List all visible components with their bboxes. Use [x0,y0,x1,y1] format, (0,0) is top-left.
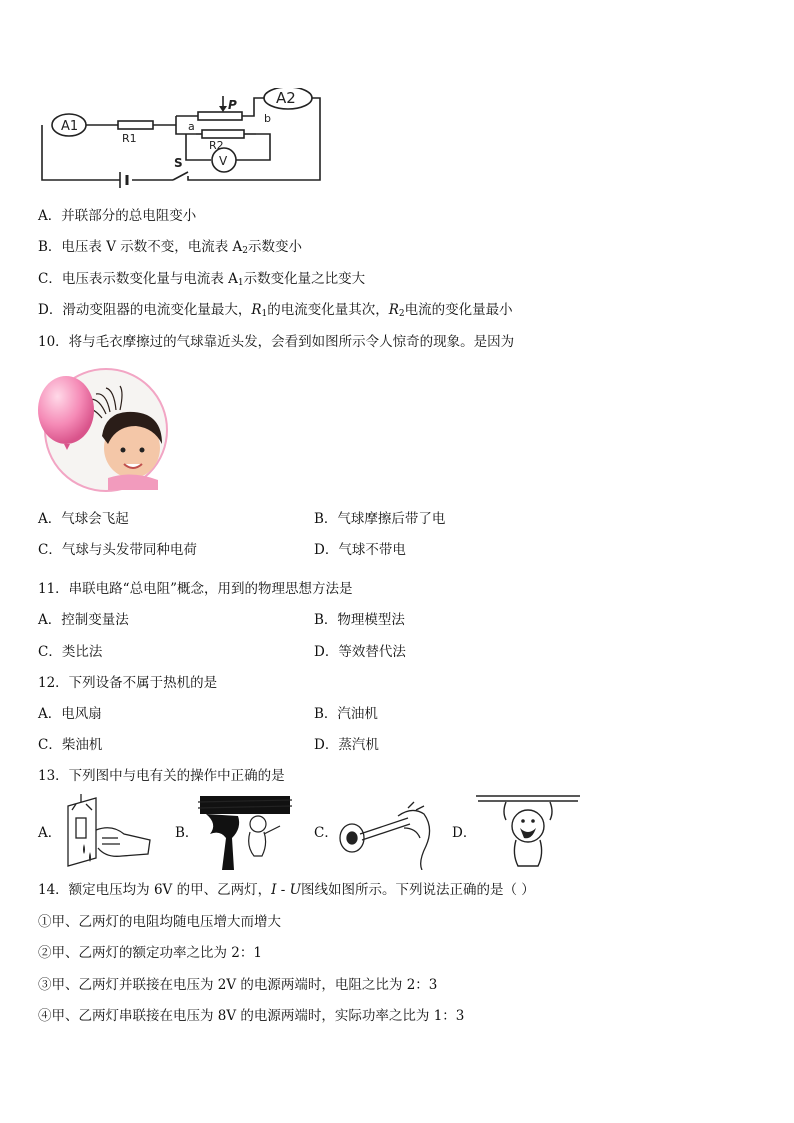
wet-hand-switch-picture [62,794,154,870]
q14-statement-4: ④甲、乙两灯串联接在电压为 8V 的电源两端时，实际功率之比为 1：3 [38,1008,465,1024]
q9-option-d: D．滑动变阻器的电流变化量最大，$R_1$的电流变化量其次，$R_2$电流的变化量最小 [38,302,513,319]
test-pen-socket-picture [338,798,438,870]
q14-statement-2: ②甲、乙两灯的额定功率之比为 2：1 [38,945,262,961]
q12-option-d: D．蒸汽机 [314,737,379,753]
q9-option-c: C．电压表示数变化量与电流表 $A_1$示数变化量之比变大 [38,271,366,288]
q12-option-a: A．电风扇 [38,706,102,722]
slider-b-label: b [264,112,271,125]
hanging-on-wire-picture [476,792,580,870]
q14-stem: 14．额定电压均为 6V 的甲、乙两灯，I - U图线如图所示。下列说法正确的是（ ） [38,882,535,898]
r2-label: R2 [209,139,224,152]
q13-stem: 13．下列图中与电有关的操作中正确的是 [38,768,285,784]
q14-statement-3: ③甲、乙两灯并联接在电压为 2V 的电源两端时，电阻之比为 2：3 [38,977,438,993]
q9-option-a: A．并联部分的总电阻变小 [38,208,197,224]
tree-power-line-picture [198,794,292,870]
q13-option-a: A． [38,825,62,841]
q12-stem: 12．下列设备不属于热机的是 [38,675,218,691]
slider-p-label: P [228,98,237,112]
q10-option-c: C．气球与头发带同种电荷 [38,542,197,558]
q11-option-b: B．物理模型法 [314,612,405,628]
q11-option-d: D．等效替代法 [314,644,406,660]
q10-stem: 10．将与毛衣摩擦过的气球靠近头发，会看到如图所示令人惊奇的现象。是因为 [38,334,515,350]
ammeter-a2-label: A2 [276,89,296,107]
q13-option-c: C． [314,825,338,841]
q10-option-d: D．气球不带电 [314,542,406,558]
q11-option-a: A．控制变量法 [38,612,129,628]
circuit-diagram [38,88,328,188]
q10-option-b: B．气球摩擦后带了电 [314,511,446,527]
q11-stem: 11．串联电路“总电阻”概念，用到的物理思想方法是 [38,581,353,597]
voltmeter-label: V [219,154,228,168]
r1-label: R1 [122,132,137,145]
q12-option-b: B．汽油机 [314,706,378,722]
q9-option-b: B．电压表 V 示数不变，电流表 $A_2$示数变小 [38,239,303,256]
q10-option-a: A．气球会飞起 [38,511,129,527]
ammeter-a1-label: A1 [61,119,79,134]
slider-a-label: a [188,120,195,133]
q12-option-c: C．柴油机 [38,737,103,753]
balloon-hair-photo [36,366,172,494]
q13-option-d: D． [452,825,477,841]
q13-option-b: B． [175,825,199,841]
q11-option-c: C．类比法 [38,644,103,660]
q14-statement-1: ①甲、乙两灯的电阻均随电压增大而增大 [38,914,281,930]
switch-s-label: S [174,156,183,170]
